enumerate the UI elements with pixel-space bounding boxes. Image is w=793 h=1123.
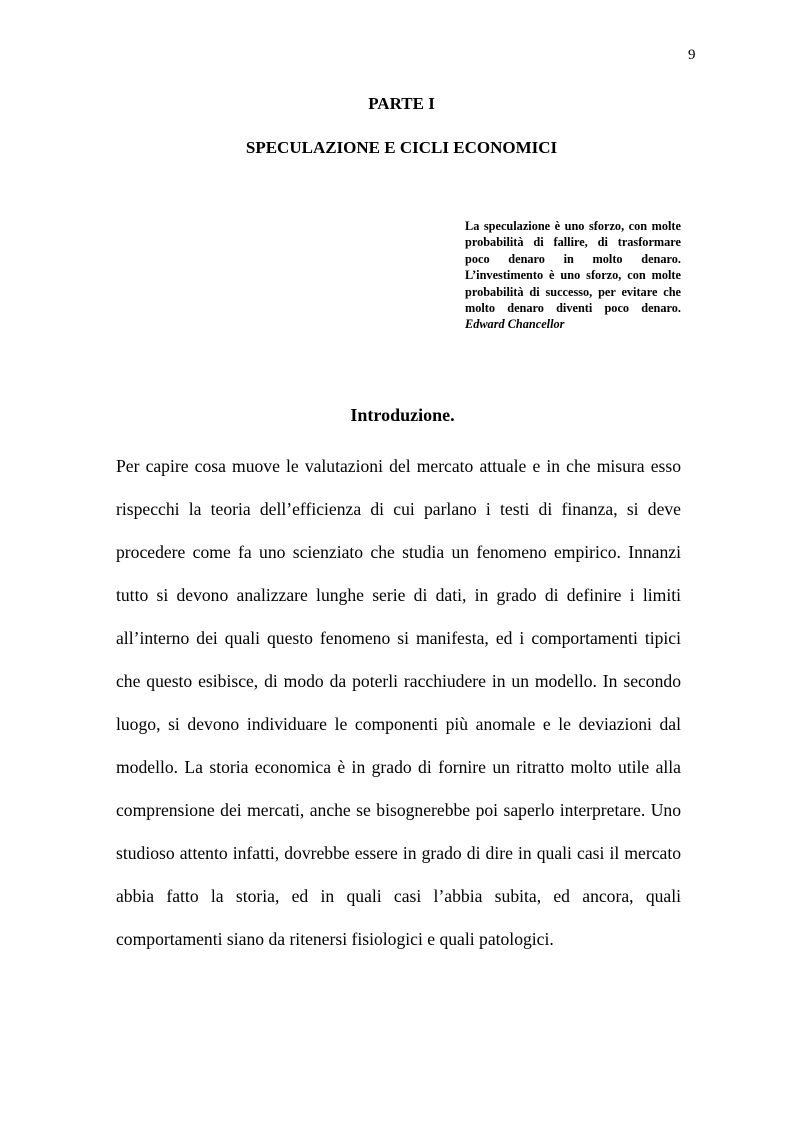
chapter-title: SPECULAZIONE E CICLI ECONOMICI (245, 138, 558, 157)
page-number: 9 (688, 47, 696, 63)
epigraph-quote: La speculazione è uno sforzo, con molte probabilità di fallire, di trasformare poco denaro in molto denaro. L’investimento è uno sforzo, con molte probabilità di successo, per evitare che molto denaro diventi poco denaro. (465, 219, 681, 316)
part-title: PARTE I (368, 94, 435, 113)
body-paragraph: Per capire cosa muove le valutazioni del mercato attuale e in che misura esso rispecchi la teoria dell’efficienza di cui parlano i testi di finanza, si deve procedere come fa uno scienziato che studia un fenomeno empirico. Innanzi tutto si devono analizzare lunghe serie di dati, in grado di definire i limiti all’interno dei quali questo fenomeno si manifesta, ed i comportamenti tipici che questo esibisce, di modo da poterli racchiudere in un modello. In secondo luogo, si devono individuare le componenti più anomale e le deviazioni dal modello. La storia economica è in grado di fornire un ritratto molto utile alla comprensione dei mercati, anche se bisognerebbe poi saperlo interpretare. Uno studioso attento infatti, dovrebbe essere in grado di dire in quali casi il mercato abbia fatto la storia, ed in quali casi l’abbia subita, ed ancora, quali comportamenti siano da ritenersi fisiologici e quali patologici. (116, 456, 681, 949)
epigraph-author: Edward Chancellor (465, 317, 565, 332)
epigraph (465, 218, 681, 333)
section-heading: Introduzione. (350, 405, 455, 425)
